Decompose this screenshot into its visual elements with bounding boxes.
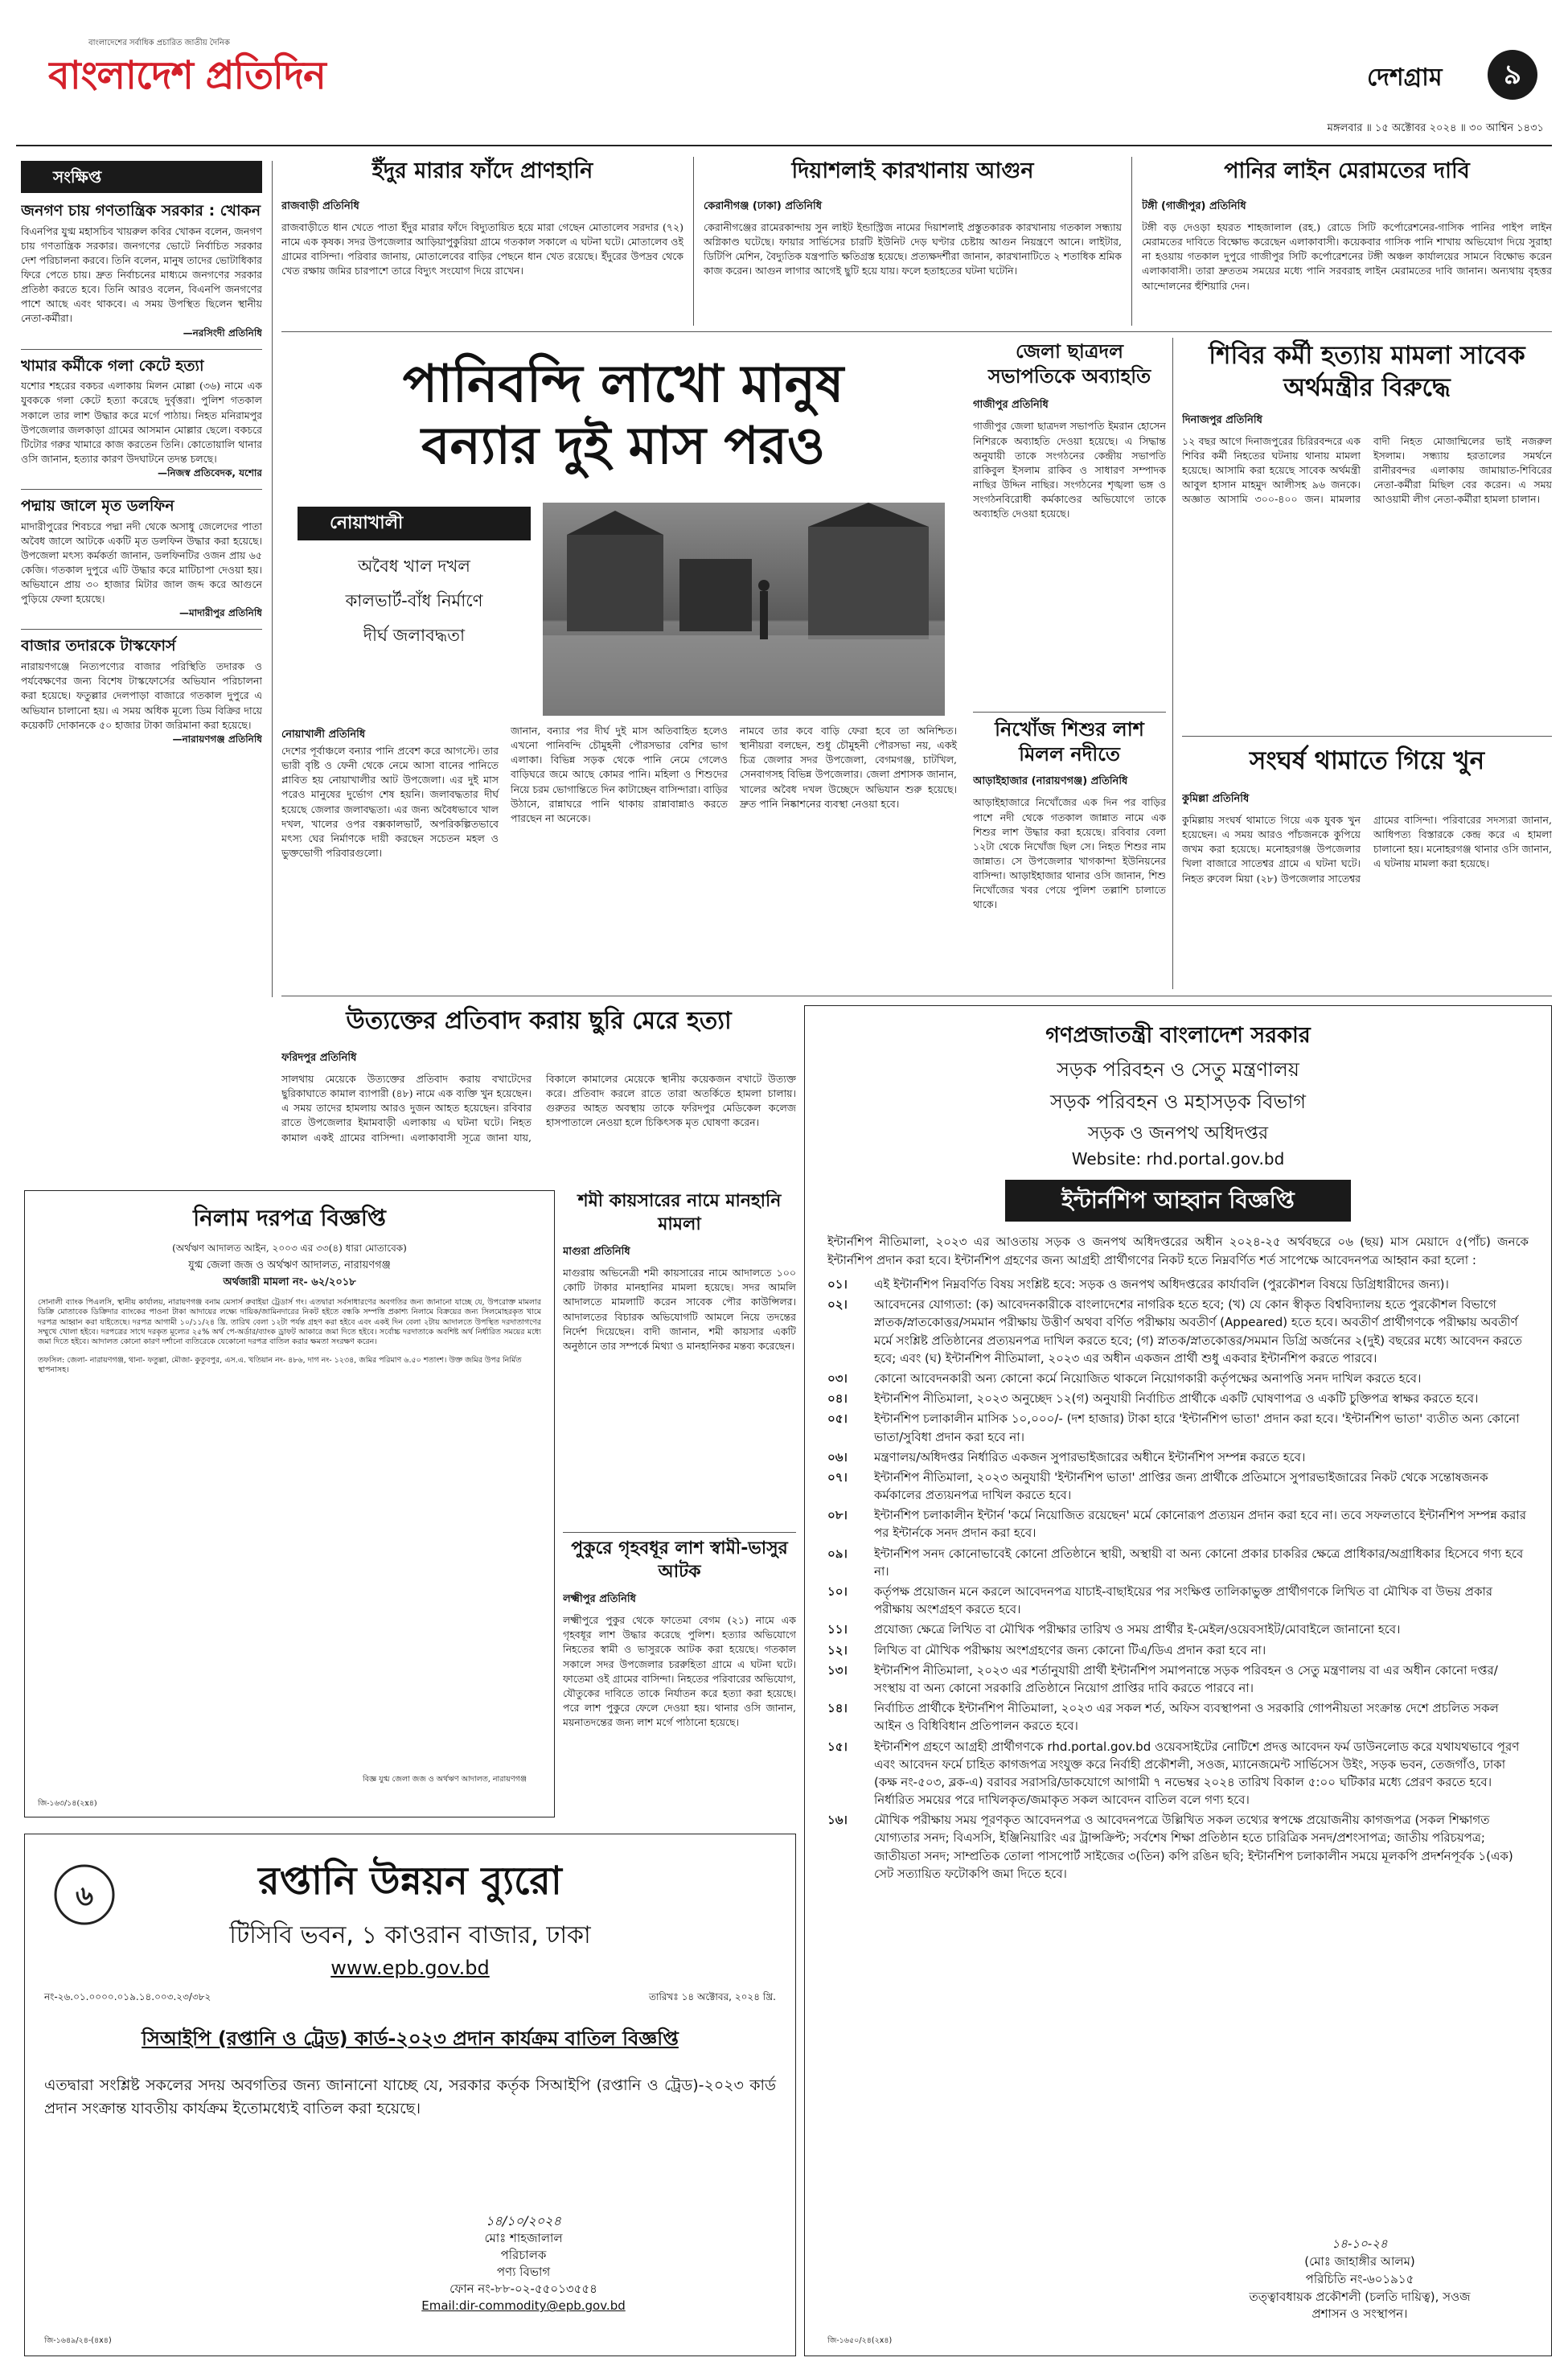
top-story: [281, 154, 683, 327]
notice-sub: (অর্থঋণ আদালত আইন, ২০০৩ এর ৩৩(৪) ধারা মোতাবেক): [172, 1242, 407, 1254]
brief-headline: বাজার তদারকে টাস্কফোর্স: [21, 637, 176, 655]
notice-intro: ইন্টার্নশিপ নীতিমালা, ২০২৩ এর আওতায় সড়ক ও জনপথ অধিদপ্তরের অধীন ২০২৪-২৫ অর্থবছরে ০৬ (ছয়) মাস মেয়াদে ৫(পাঁচ) জনকে ইন্টার্নশিপ প্রদান করা হবে। ইন্টার্নশিপ গ্রহণের জন্য আগ্রহী প্রার্থীগণের নিকট হতে নিম্নবর্ণিত শর্ত সাপেক্ষে আবেদনপত্র আহ্বান করা হলো :: [827, 1234, 1529, 1267]
brief-headline: পদ্মায় জালে মৃত ডলফিন: [21, 497, 174, 515]
epb-logo: [44, 1859, 125, 1947]
signer-designation: পণ্য বিভাগ: [496, 2265, 551, 2280]
epb-address: টিসিবি ভবন, ১ কাওরান বাজার, ঢাকা: [229, 1921, 591, 1949]
story-headline: নিখোঁজ শিশুর লাশ মিলল নদীতে: [995, 718, 1144, 766]
signature-date: ১৪/১০/২০২৪: [486, 2213, 561, 2228]
brief-body: যশোর শহরের বকচর এলাকায় মিলন মোল্লা (৩৬) নামে এক যুবককে গলা কেটে হত্যা করেছে দুর্বৃত্তরা। পুলিশ গতকাল সকালে তার লাশ উদ্ধার করে মর্গে পাঠায়। নিহত মনিরামপুর উপজেলার জলকাড়া গ্রামের আসমান মোল্লার ছেলে। বকচরে টিটোর গরুর খামারে কাজ করতেন তিনি। কোতোয়ালি থানার ওসি জানান, হত্যার কারণ উদঘাটনে তদন্ত চলছে।: [21, 380, 262, 465]
lead-col1: দেশের পূর্বাঞ্চলে বন্যার পানি প্রবেশ করে আগস্টে। তার ভারী বৃষ্টি ও ফেনী থেকে নেমে আসা বানের পানিতে প্লাবিত হয় নোয়াখালীর আট উপজেলা। এর দুই মাস পরেও মানুষের দুর্ভোগ শেষ হয়নি। জলাবদ্ধতার দীর্ঘ হয়েছে জেলার জলাবদ্ধতা। এর জন্য অবৈধভাবে খাল দখল, খালের ওপর বক্সকালভার্ট, অপরিকল্পিতভাবে মৎস্য ঘের নির্মাণকে দায়ী করছেন সচেতন মহল ও ভুক্তভোগী পরিবারগুলো।: [281, 745, 499, 859]
notice-title: নিলাম দরপত্র বিজ্ঞপ্তি: [193, 1205, 386, 1231]
signer-designation: তত্ত্বাবধায়ক প্রকৌশলী (চলতি দায়িত্ব), সওজ: [1249, 2289, 1471, 2304]
story-headline: শমী কায়সারের নামে মানহানি মামলা: [577, 1191, 782, 1234]
signer-phone: ফোন নং-৮৮-০২-৫৫০১৩৫৫৪: [449, 2282, 597, 2297]
story-byline: লক্ষ্মীপুর প্রতিনিধি: [563, 1593, 636, 1606]
brief-body: নারায়ণগঞ্জে নিত্যপণ্যের বাজার পরিস্থিতি তদারক ও পর্যবেক্ষণের জন্য বিশেষ টাস্কফোর্সের অভিযান পরিচালনা করা হয়েছে। ফতুল্লার দেলপাড়া বাজারে গতকাল দুপুরে এ অভিযান চালানো হয়। এ সময় অধিক মূল্যে ডিম বিক্রির দায়ে কয়েকটি দোকানকে ৫০ হাজার টাকা জরিমানা করা হয়েছে।: [21, 660, 262, 731]
brief-body: মাদারীপুরের শিবচরে পদ্মা নদী থেকে অসাধু জেলেদের পাতা অবৈধ জালে আটকে একটি মৃত ডলফিন উদ্ধার করা হয়েছে। উপজেলা মৎস্য কর্মকর্তা জানান, ডলফিনটির ওজন প্রায় ৬৫ কেজি। গতকাল দুপুরে এটি উদ্ধার করে মাটিচাপা দেওয়া হয়। অভিযানে প্রায় ৩০ হাজার মিটার জাল জব্দ করে আগুনে পুড়িয়ে ফেলা হয়েছে।: [21, 520, 262, 606]
story-body: আড়াইহাজারে নিখোঁজের এক দিন পর বাড়ির পাশে নদী থেকে গতকাল জান্নাত নামে এক শিশুর লাশ উদ্ধার করা হয়েছে। রবিবার বেলা ১২টা থেকে নিখোঁজ ছিল সে। নিহত শিশুর নাম জান্নাত। সে উপজেলার খাগকান্দা ইউনিয়নের বাসিন্দা। আড়াইহাজার থানার ওসি জানান, শিশু নিখোঁজের খবর পেয়ে পুলিশ তল্লাশি চালাতে থাকে।: [973, 796, 1166, 911]
notice-code: জি-১৬৫০/২৪(২x৪): [827, 2335, 893, 2345]
story-headline: ইঁদুর মারার ফাঁদে প্রাণহানি: [371, 158, 593, 183]
story-headline: উত্যক্তের প্রতিবাদ করায় ছুরি মেরে হত্যা: [346, 1007, 732, 1035]
notice-body: সোনালী ব্যাংক পিএলসি, স্থানীয় কার্যালয়, নারায়ণগঞ্জ বনাম মেসার্স রুবাইয়া ট্রেডার্স গং। এতদ্বারা সর্বসাধারণের অবগতির জন্য জানানো যাচ্ছে যে, উপরোক্ত মামলার ডিক্রি মোতাবেক ডিক্রিদার ব্যাংকের পাওনা টাকা আদায়ের লক্ষ্যে দায়িক/জামিনদারের নিকট হইতে বন্ধকি সম্পত্তি প্রকাশ্য নিলামে বিক্রয়ের জন্য সিলমোহরকৃত খামে দরপত্র আহ্বান করা যাইতেছে। দরপত্র আগামী ১০/১১/২৪ খ্রি. তারিখ বেলা ১২টা পর্যন্ত গ্রহণ করা হইবে এবং একই দিন বেলা ২টায় আদালতে উপস্থিত দরদাতাগণের সম্মুখে খোলা হইবে। দরপত্রের সাথে দরকৃত মূল্যের ২৫% অর্থ পে-অর্ডার/ব্যাংক ড্রাফট আকারে জমা দিতে হইবে। সর্বোচ্চ দরদাতাকে অবশিষ্ট অর্থ নির্ধারিত সময়ের মধ্যে জমা দিতে হইবে। আদালত কোনো কারণ দর্শানো ব্যতিরেকে যেকোনো দরপত্র বাতিল করার ক্ষমতা সংরক্ষণ করেন।: [38, 1298, 541, 1347]
page-number: ৯: [1503, 59, 1522, 91]
issue-date: মঙ্গলবার ॥ ১৫ অক্টোবর ২০২৪ ॥ ৩০ আশ্বিন ১৪৩১: [1327, 122, 1544, 134]
lead-col3: নামবে তার কবে বাড়ি ফেরা হবে তা অনিশ্চিত। স্থানীয়রা বলছেন, শুধু চৌমুহনী পৌরসভা নয়, একই চিত্র জেলার সদর উপজেলা, বেগমগঞ্জ, চাটখিল, সেনবাগসহ বিভিন্ন উপজেলার। জেলা প্রশাসক জানান, খালের অবৈধ দখল উচ্ছেদে অভিযান শুরু হয়েছে। দ্রুত পানি নিষ্কাশনের ব্যবস্থা নেওয়া হবে।: [740, 725, 957, 810]
epb-ref-row: [44, 1990, 776, 2006]
epb-date: তারিখঃ ১৪ অক্টোবর, ২০২৪ খ্রি.: [648, 1991, 776, 2002]
svg-text:৬: ৬: [75, 1880, 94, 1912]
list-item: ১০। কর্তৃপক্ষ প্রয়োজন মনে করলে আবেদনপত্র যাচাই-বাছাইয়ের পর সংক্ষিপ্ত তালিকাভুক্ত প্রার্থীগণকে লিখিত বা মৌখিক বা উভয় প্রকার পরীক্ষায় অংশগ্রহণ করতে হবে।: [827, 1584, 1493, 1617]
divider: [21, 489, 262, 490]
masthead-rule: [16, 145, 1552, 146]
story-body: গাজীপুর জেলা ছাত্রদল সভাপতি ইমরান হোসেন নিশিরকে অব্যাহতি দেওয়া হয়েছে। এ সিদ্ধান্ত অনুযায়ী তাকে সংগঠনের কেন্দ্রীয় সভাপতি রাকিবুল ইসলাম রাকিব ও সাধারণ সম্পাদক নাছির উদ্দিন নাছির। সংগঠনের শৃঙ্খলা ভঙ্গ ও সংগঠনবিরোধী কর্মকাণ্ডের অভিযোগে তাকে অব্যাহতি দেওয়া হয়েছে।: [973, 420, 1166, 520]
kicker-line: দীর্ঘ জলাবদ্ধতা: [363, 626, 466, 645]
epb-notice: [24, 1834, 796, 2356]
place-label: নোয়াখালী: [330, 513, 404, 533]
notice-title-bar: [1005, 1180, 1351, 1222]
story-body: সালথায় মেয়েকে উত্যক্তের প্রতিবাদ করায় বখাটেদের ছুরিকাঘাতে কামাল ব্যাপারী (৪৮) নামে এক ব্যক্তি খুন হয়েছেন। এ সময় তাদের হামলায় আরও দুজন আহত হয়েছেন। রবিবার রাতে উপজেলার ইমামবাড়ী এলাকায় এ ঘটনা ঘটে। নিহত কামাল একই গ্রামের বাসিন্দা। এলাকাবাসী সূত্রে জানা যায়, বিকালে কামালের মেয়েকে স্থানীয় কয়েকজন বখাটে উত্যক্ত করে। প্রতিবাদ করলে রাতে তারা অতর্কিতে হামলা চালায়। গুরুতর আহত অবস্থায় তাকে ফরিদপুর মেডিকেল কলেজ হাসপাতালে নেওয়া হলে চিকিৎসক মৃত ঘোষণা করেন।: [281, 1073, 796, 1144]
story-headline: দিয়াশলাই কারখানায় আগুন: [791, 158, 1034, 183]
list-item: ০৯। ইন্টার্নশিপ সনদ কোনোভাবেই কোনো প্রতিষ্ঠানে স্থায়ী, অস্থায়ী বা অন্য কোনো প্রকার চাকরির ক্ষেত্রে প্রাধিকার/অগ্রাধিকার হিসেবে গণ্য হবে না।: [827, 1546, 1524, 1579]
story-byline: আড়াইহাজার (নারায়ণগঞ্জ) প্রতিনিধি: [973, 775, 1128, 788]
department: সড়ক ও জনপথ অধিদপ্তর: [1087, 1123, 1269, 1144]
brief-sidebar: [21, 161, 262, 997]
notice-schedule: তফসিল: জেলা- নারায়ণগঞ্জ, থানা- ফতুল্লা, মৌজা- কুতুবপুর, এস.এ. খতিয়ান নং- ৪৮৬, দাগ নং- ১২৩৪, জমির পরিমাণ ৬.৫০ শতাংশ। উক্ত জমির উপর নির্মিত স্থাপনাসহ।: [38, 1355, 522, 1375]
website[interactable]: Website: rhd.portal.gov.bd: [1071, 1149, 1285, 1169]
terms-list: [827, 1275, 1529, 1883]
sidebar-title-bar: [21, 161, 262, 193]
gov-title: গণপ্রজাতন্ত্রী বাংলাদেশ সরকার: [1045, 1023, 1311, 1048]
list-item: ১৪। নির্বাচিত প্রার্থীকে ইন্টার্নশিপ নীতিমালা, ২০২৩ এর সকল শর্ত, অফিস ব্যবস্থাপনা ও সরকারি গোপনীয়তা সংক্রান্ত দেশে প্রচলিত সকল আইন ও বিধিবিধান প্রতিপালন করতে হবে।: [827, 1701, 1499, 1734]
epb-signature-block: [403, 2212, 644, 2314]
row-rule: [1182, 736, 1552, 737]
lead-col2: জানান, বন্যার পর দীর্ঘ দুই মাস অতিবাহিত হলেও এখনো পানিবন্দি চৌমুহনী পৌরসভার বেশির ভাগ এলাকা। বিভিন্ন সড়ক থেকে পানি নেমে গেলেও বাড়িঘরে জমে আছে কোমর পানি। মহিলা ও শিশুদের নিয়ে চরম ভোগান্তিতে দিন কাটাচ্ছেন বাসিন্দারা। বাড়ির উঠানে, রান্নাঘরে পানি থাকায় রান্নাবান্নাও করতে পারছেন না অনেকে।: [511, 725, 728, 824]
brief-credit: —নিজস্ব প্রতিবেদক, যশোর: [157, 467, 262, 478]
logo-text: বাংলাদেশ প্রতিদিন: [48, 53, 326, 98]
story-body: রাজবাড়ীতে ধান খেতে পাতা ইঁদুর মারার ফাঁদে বিদ্যুতায়িত হয়ে মারা গেছেন মোতালেব সরদার (৭২) নামে এক কৃষক। সদর উপজেলার আড়িয়াপুকুরিয়া গ্রামে গতকাল সকালে এ ঘটনা ঘটে। মোতালেব ওই গ্রামের বাসিন্দা। পরিবার জানায়, মোতালেবের বাড়ির পেছনে ধান খেত রয়েছে। ইঁদুরের উপদ্রব থেকে খেত রক্ষায় জমির চারপাশে তারে বিদ্যুৎ সংযোগ দিয়ে রাখেন।: [281, 221, 683, 277]
logo: [48, 47, 402, 103]
story-byline: কুমিল্লা প্রতিনিধি: [1182, 793, 1250, 805]
place-label-bar: [298, 507, 531, 540]
photo-illustration: [543, 503, 945, 716]
story-headline: পুকুরে গৃহবধূর লাশ স্বামী-ভাসুর আটক: [571, 1538, 788, 1582]
lead-kicker-box: [298, 507, 531, 667]
story: [1182, 741, 1552, 991]
logo-tagline: বাংলাদেশের সর্বাধিক প্রচারিত জাতীয় দৈনিক: [88, 39, 230, 47]
signer-email[interactable]: Email:dir-commodity@epb.gov.bd: [421, 2298, 626, 2314]
kicker-line: কালভার্ট-বাঁধ নির্মাণে: [345, 591, 483, 610]
signer-designation: প্রশাসন ও সংস্থাপন।: [1311, 2306, 1408, 2322]
brief-body: বিএনপির যুগ্ম মহাসচিব খায়রুল কবির খোকন বলেন, জনগণ চায় গণতান্ত্রিক সরকার। জনগণের ভোটে নির্বাচিত সরকার দেশ পরিচালনা করবে। তিনি বলেন, মানুষ তাদের ভোটাধিকার ফিরে পেতে চায়। দ্রুত নির্বাচনের মাধ্যমে জনগণের সরকার প্রতিষ্ঠা করতে হবে। তিনি আরও বলেন, বিএনপি জনগণের পাশে আছে এবং থাকবে। এ সময় উপস্থিত ছিলেন স্থানীয় নেতা-কর্মীরা।: [21, 224, 262, 325]
lead-headline-1: পানিবন্দি লাখো মানুষ: [402, 355, 844, 414]
story-headline: সংঘর্ষ থামাতে গিয়ে খুন: [1249, 746, 1485, 775]
sidebar-rule: [272, 161, 273, 997]
epb-ref: নং-২৬.০১.০০০০.০১৯.১৪.০০৩.২৩/৩৮২: [44, 1991, 211, 2002]
story-byline: দিনাজপুর প্রতিনিধি: [1182, 413, 1262, 426]
brief-headline: খামার কর্মীকে গলা কেটে হত্যা: [21, 356, 204, 375]
signature-block: [1191, 2236, 1529, 2323]
signer-designation: পরিচালক: [500, 2248, 547, 2263]
notice-code: জি-১৬৩/১৪(২x৪): [38, 1798, 97, 1808]
flood-photo: [543, 503, 945, 716]
row-rule: [973, 712, 1166, 713]
brief-credit: —নরসিংদী প্রতিনিধি: [183, 327, 262, 339]
story-headline: জেলা ছাত্রদল সভাপতিকে অব্যাহতি: [987, 340, 1151, 388]
epb-website[interactable]: www.epb.gov.bd: [330, 1957, 490, 1979]
list-item: ০৪। ইন্টার্নশিপ নীতিমালা, ২০২৩ অনুচ্ছেদ ১২(গ) অনুযায়ী নির্বাচিত প্রার্থীকে একটি ঘোষণাপত্র ও একটি চুক্তিপত্র স্বাক্ষর করতে হবে।: [827, 1391, 1479, 1407]
story-byline: টঙ্গী (গাজীপুর) প্রতিনিধি: [1142, 200, 1246, 212]
brief-credit: —মাদারীপুর প্রতিনিধি: [179, 607, 262, 619]
divider: [21, 629, 262, 630]
story-headline: পানির লাইন মেরামতের দাবি: [1224, 158, 1470, 183]
story: [563, 1190, 796, 1528]
column-rule: [1131, 157, 1132, 326]
top-story: [1142, 154, 1552, 327]
epb-body: এতদ্বারা সংশ্লিষ্ট সকলের সদয় অবগতির জন্য জানানো যাচ্ছে যে, সরকার কর্তৃক সিআইপি (রপ্তানি ও ট্রেড)-২০২৩ কার্ড প্রদান সংক্রান্ত যাবতীয় কার্যক্রম ইতোমধ্যেই বাতিল করা হয়েছে।: [44, 2076, 776, 2118]
story: [973, 339, 1166, 709]
row-rule: [281, 331, 1552, 332]
signature-date: ১৪-১০-২৪: [1332, 2236, 1388, 2252]
story: [281, 1001, 796, 1182]
list-item: ০১। এই ইন্টার্নশিপ নিম্নবর্ণিত বিষয় সংশ্লিষ্ট হবে: সড়ক ও জনপথ অধিদপ্তরের কার্যাবলি (পুরকৌশল বিষয়ে ডিগ্রিধারীদের জন্য)।: [827, 1277, 1449, 1292]
list-item: ১২। লিখিত বা মৌখিক পরীক্ষায় অংশগ্রহণের জন্য কোনো টিএ/ডিএ প্রদান করা হবে না।: [827, 1642, 1266, 1657]
list-item: ০৬। মন্ত্রণালয়/অধিদপ্তর নির্ধারিত একজন সুপারভাইজারের অধীনে ইন্টার্নশিপ সম্পন্ন করতে হবে।: [827, 1449, 1306, 1464]
list-item: ০৫। ইন্টার্নশিপ চলাকালীন মাসিক ১০,০০০/- (দশ হাজার) টাকা হারে 'ইন্টার্নশিপ ভাতা' প্রদান করা হবে। 'ইন্টার্নশিপ ভাতা' ব্যতীত অন্য কোনো ভাতা/সুবিধা প্রদান করা হবে না।: [827, 1411, 1520, 1444]
brief-item: [21, 636, 262, 748]
story-body: কুমিল্লায় সংঘর্ষ থামাতে গিয়ে এক যুবক খুন হয়েছেন। এ সময় আরও পাঁচজনকে কুপিয়ে জখম করা হয়েছে। মনোহরগঞ্জ উপজেলার খিলা বাজারে সাতেশ্বর গ্রামে এ ঘটনা ঘটে। নিহত রুবেল মিয়া (২৮) উপজেলার সাতেশ্বর গ্রামের বাসিন্দা। পরিবারের সদস্যরা জানান, আধিপত্য বিস্তারকে কেন্দ্র করে এ হামলা চালানো হয়। মনোহরগঞ্জ থানার ওসি জানান, এ ঘটনায় মামলা করা হয়েছে।: [1182, 814, 1552, 885]
list-item: ১৫। ইন্টার্নশিপ গ্রহণে আগ্রহী প্রার্থীগণকে rhd.portal.gov.bd ওয়েবসাইটের নোটিশে প্রদত্ত আবেদন ফর্ম ডাউনলোড করে যথাযথভাবে পূরণ এবং আবেদন ফর্মে চাহিত কাগজপত্র সংযুক্ত করে নির্বাহী প্রকৌশলী, সওজ, ম্যানেজমেন্ট সার্ভিসেস উইং, সড়ক ভবন, তেজগাঁও, ঢাকা (কক্ষ নং-৫০৩, ব্লক-এ) বরাবর সরাসরি/ডাকযোগে আগামী ৭ নভেম্বর ২০২৪ তারিখ বিকাল ৫:০০ ঘটিকার মধ্যে প্রেরণ করতে হবে। নির্ধারিত সময়ের পরে দাখিলকৃত/জমাকৃত সকল আবেদন বাতিল বলে গণ্য হবে।: [827, 1739, 1520, 1808]
internship-notice: [804, 1005, 1552, 2356]
lead-story: [281, 338, 965, 989]
divider: [21, 349, 262, 350]
story-byline: মাগুরা প্রতিনিধি: [563, 1246, 630, 1259]
story-body: ১২ বছর আগে দিনাজপুরের চিরিরবন্দরে এক শিবির কর্মী নিহতের ঘটনায় থানায় মামলা হয়েছে। আসামি করা হয়েছে সাবেক অর্থমন্ত্রী আবুল হাসান মাহমুদ আলীসহ ৯৬ জনকে। অজ্ঞাত আসামি ৩০০-৪০০ জন। মামলার বাদী নিহত মোজাম্মিলের ভাই নজরুল ইসলাম। সন্ধ্যায় হরতালের সমর্থনে রানীরবন্দর এলাকায় জামায়াত-শিবিরের নেতা-কর্মীরা মিছিল বের করেন। এ সময় আওয়ামী লীগ নেতা-কর্মীরা হামলা চালান।: [1182, 434, 1552, 506]
brief-item: [21, 201, 262, 343]
list-item: ০৮। ইন্টার্নশিপ চলাকালীন ইন্টার্ন 'কর্মে নিয়োজিত রয়েছেন' মর্মে কোনোরূপ প্রত্যয়ন প্রদান করা হবে না। তবে সফলতাবে ইন্টার্নশিপ সম্পন্ন করার পর ইন্টার্নকে সনদ প্রদান করা হবে।: [827, 1508, 1526, 1541]
kicker-line: অবৈধ খাল দখল: [358, 557, 470, 576]
story-body: কেরানীগঞ্জের রামেরকান্দায় সুন লাইট ইন্ডাস্ট্রিজ নামের দিয়াশলাই প্রস্তুতকারক কারখানায় গতকাল সন্ধ্যায় অগ্নিকাণ্ড ঘটেছে। ফায়ার সার্ভিসের চারটি ইউনিট দেড় ঘণ্টার চেষ্টায় আগুন নিয়ন্ত্রণে আনে। লাইটার, ডিটিপি মেশিন, বৈদ্যুতিক যন্ত্রপাতি ক্ষতিগ্রস্ত হয়েছে। প্রত্যক্ষদর্শীরা জানান, কারখানাটিতে ২ শতাধিক শ্রমিক কাজ করেন। আগুন লাগার আগেই ছুটি হয়ে যায়। ফলে হতাহতের ঘটনা ঘটেনি।: [704, 221, 1122, 277]
story-byline: রাজবাড়ী প্রতিনিধি: [281, 200, 359, 212]
masthead: [0, 0, 1568, 161]
story-body: মাগুরায় অভিনেত্রী শমী কায়সারের নামে আদালতে ১০০ কোটি টাকার মানহানির মামলা হয়েছে। সদর আমলি আদালতে মামলাটি করেন সাবেক পৌর কাউন্সিলর। আদালতের বিচারক অভিযোগটি আমলে নিয়ে তদন্তের নির্দেশ দিয়েছেন। বাদী জানান, শমী কায়সার একটি অনুষ্ঠানে তার সম্পর্কে মিথ্যা ও মানহানিকর মন্তব্য করেছেন।: [563, 1267, 796, 1352]
top-story: [704, 154, 1122, 327]
list-item: ১৩। ইন্টার্নশিপ নীতিমালা, ২০২৩ এর শর্তানুযায়ী প্রার্থী ইন্টার্নশিপ সমাপনান্তে সড়ক পরিবহন ও সেতু মন্ত্রণালয় বা এর অধীন কোনো দপ্তর/সংস্থায় বা অন্য কোনো সরকারি প্রতিষ্ঠানে নিয়োগ প্রাপ্তির দাবি করতে পারবে না।: [827, 1662, 1498, 1695]
brief-item: [21, 356, 262, 483]
notice-signer: বিজ্ঞ যুগ্ম জেলা জজ ও অর্থঋণ আদালত, নারায়ণগঞ্জ: [363, 1774, 527, 1784]
story-body: টঙ্গী বড় দেওড়া হযরত শাহজালাল (রহ.) রোডে সিটি কর্পোরেশনের-গাসিক পানির পাইপ লাইন মেরামতের দাবিতে বিক্ষোভ করেছেন এলাকাবাসী। কয়েকবার গাসিক পানি শাখায় অভিযোগ দিয়ে সুরাহা না হওয়ায় গতকাল দুপুরে গাজীপুর সিটি কর্পোরেশনের টঙ্গী অঞ্চল কার্যালয়ের সামনে বিক্ষোভ করেন এলাকাবাসী। তারা দ্রুততম সময়ের মধ্যে পানি সরবরাহ লাইন মেরামতের দাবি জানান। অন্যথায় বৃহত্তর আন্দোলনের হুঁশিয়ারি দেন।: [1142, 221, 1552, 292]
brief-item: [21, 496, 262, 622]
story-byline: কেরানীগঞ্জ (ঢাকা) প্রতিনিধি: [704, 200, 822, 212]
division: সড়ক পরিবহন ও মহাসড়ক বিভাগ: [1049, 1090, 1307, 1113]
lead-headline-2: বন্যার দুই মাস পরও: [421, 416, 826, 476]
notice-title: ইন্টার্নশিপ আহ্বান বিজ্ঞপ্তি: [1061, 1187, 1295, 1214]
list-item: ১৬। মৌখিক পরীক্ষায় সময় পূরণকৃত আবেদনপত্র ও আবেদনপত্রে উল্লিখিত সকল তথ্যের স্বপক্ষে প্রয়োজনীয় কাগজপত্র (সকল শিক্ষাগত যোগ্যতার সনদ; বিএসসি, ইঞ্জিনিয়ারিং এর ট্রান্সক্রিপ্ট; সর্বশেষ শিক্ষা প্রতিষ্ঠান হতে চারিত্রিক সনদ/প্রশংসাপত্র; জাতীয় পরিচয়পত্র; জাতীয়তা সনদ; সাম্প্রতিক তোলা পাসপোর্ট সাইজের ৩(তিন) কপি রঙিন ছবি; ইন্টার্নশিপ চলাকালীন সময়ে মূলকপি প্রদর্শনপূর্বক ১(এক) সেট সত্যায়িত ফটোকপি জমা দিতে হবে।: [827, 1813, 1513, 1881]
list-item: ০২। আবেদনের যোগ্যতা: (ক) আবেদনকারীকে বাংলাদেশের নাগরিক হতে হবে; (খ) যে কোন স্বীকৃত বিশ্ববিদ্যালয় হতে পুরকৌশল বিভাগে স্নাতক/স্নাতকোত্তর/সমমান পরীক্ষায় উত্তীর্ণ অথবা বর্ণিত পরীক্ষায় অবতীর্ণ (Appeared) হতে হবে। অবতীর্ণ প্রার্থীগণকে পরীক্ষায় অবতীর্ণ মর্মে সংশ্লিষ্ট প্রতিষ্ঠানের প্রত্যয়নপত্র দাখিল করতে হবে; (গ) স্নাতক/স্নাতকোত্তর/সমমান ডিগ্রি অর্জনের ২(দুই) বছরের মধ্যে আবেদন করতে হবে; এবং (ঘ) ইন্টার্নশিপ নীতিমালা, ২০২৩ এর অধীন একজন প্রার্থী শুধু একবার ইন্টার্নশিপ করতে পারবে।: [827, 1297, 1522, 1366]
auction-notice: [24, 1190, 555, 1817]
story-byline: গাজীপুর প্রতিনিধি: [973, 399, 1049, 412]
ministry: সড়ক পরিবহন ও সেতু মন্ত্রণালয়: [1057, 1058, 1299, 1081]
lead-byline: নোয়াখালী প্রতিনিধি: [281, 729, 366, 741]
list-item: ০৭। ইন্টার্নশিপ নীতিমালা, ২০২৩ অনুযায়ী 'ইন্টার্নশিপ ভাতা' প্রাপ্তির জন্য প্রার্থীকে প্রতিমাসে সুপারভাইজারের নিকট থেকে সন্তোষজনক কর্মকালের প্রত্যয়নপত্র দাখিল করতে হবে।: [827, 1469, 1488, 1503]
epb-notice-title: সিআইপি (রপ্তানি ও ট্রেড) কার্ড-২০২৩ প্রদান কার্যক্রম বাতিল বিজ্ঞপ্তি: [142, 2027, 679, 2050]
story-byline: ফরিদপুর প্রতিনিধি: [281, 1052, 357, 1064]
story-headline: শিবির কর্মী হত্যায় মামলা সাবেক অর্থমন্ত্রীর বিরুদ্ধে: [1209, 341, 1525, 403]
signer-name: মোঃ শাহজালাল: [484, 2231, 563, 2246]
row-rule: [563, 1532, 796, 1533]
sidebar-title: সংক্ষিপ্ত: [53, 167, 102, 187]
story: [1182, 339, 1552, 733]
story: [973, 717, 1166, 991]
section-name: দেশগ্রাম: [1367, 64, 1443, 92]
case-number: অর্থজারী মামলা নং- ৬২/২০১৮: [223, 1276, 356, 1288]
page-number-badge: [1488, 50, 1537, 100]
column-rule: [693, 157, 694, 326]
list-item: ১১। প্রযোজ্য ক্ষেত্রে লিখিত বা মৌখিক পরীক্ষার তারিখ ও সময় প্রার্থীর ই-মেইল/ওয়েবসাইট/মোবাইলে জানানো হবে।: [827, 1622, 1401, 1637]
section-banner: [1367, 47, 1544, 103]
brief-headline: জনগণ চায় গণতান্ত্রিক সরকার : খোকন: [21, 202, 261, 220]
story: [563, 1538, 796, 1827]
story-body: লক্ষ্মীপুরে পুকুর থেকে ফাতেমা বেগম (২১) নামে এক গৃহবধূর লাশ উদ্ধার করেছে পুলিশ। হত্যার অভিযোগে নিহতের স্বামী ও ভাসুরকে আটক করা হয়েছে। গতকাল সকালে সদর উপজেলার চররুহিতা গ্রামে এ ঘটনা ঘটে। ফাতেমা ওই গ্রামের বাসিন্দা। নিহতের পরিবারের অভিযোগ, যৌতুকের দাবিতে তাকে নির্যাতন করে হত্যা করা হয়েছে। পরে লাশ পুকুরে ফেলে দেওয়া হয়। থানার ওসি জানান, ময়নাতদন্তের জন্য লাশ মর্গে পাঠানো হয়েছে।: [563, 1614, 796, 1729]
notice-sub: যুগ্ম জেলা জজ ও অর্থঋণ আদালত, নারায়ণগঞ্জ: [188, 1259, 391, 1271]
signer-name: (মোঃ জাহাঙ্গীর আলম): [1304, 2254, 1415, 2269]
signer-id: পরিচিতি নং-৬০১৯১৫: [1305, 2271, 1414, 2286]
epb-title: রপ্তানি উন্নয়ন ব্যুরো: [258, 1859, 562, 1904]
epb-code: জি-১৬৪৯/২৪-(৪x৪): [44, 2335, 112, 2345]
column-rule: [1172, 338, 1173, 989]
list-item: ০৩। কোনো আবেদনকারী অন্য কোনো কর্মে নিয়োজিত থাকলে নিয়োগকারী কর্তৃপক্ষের অনাপত্তি সনদ দাখিল করতে হবে।: [827, 1370, 1422, 1386]
brief-credit: —নারায়ণগঞ্জ প্রতিনিধি: [172, 733, 262, 745]
epb-logo-icon: [44, 1859, 125, 1947]
